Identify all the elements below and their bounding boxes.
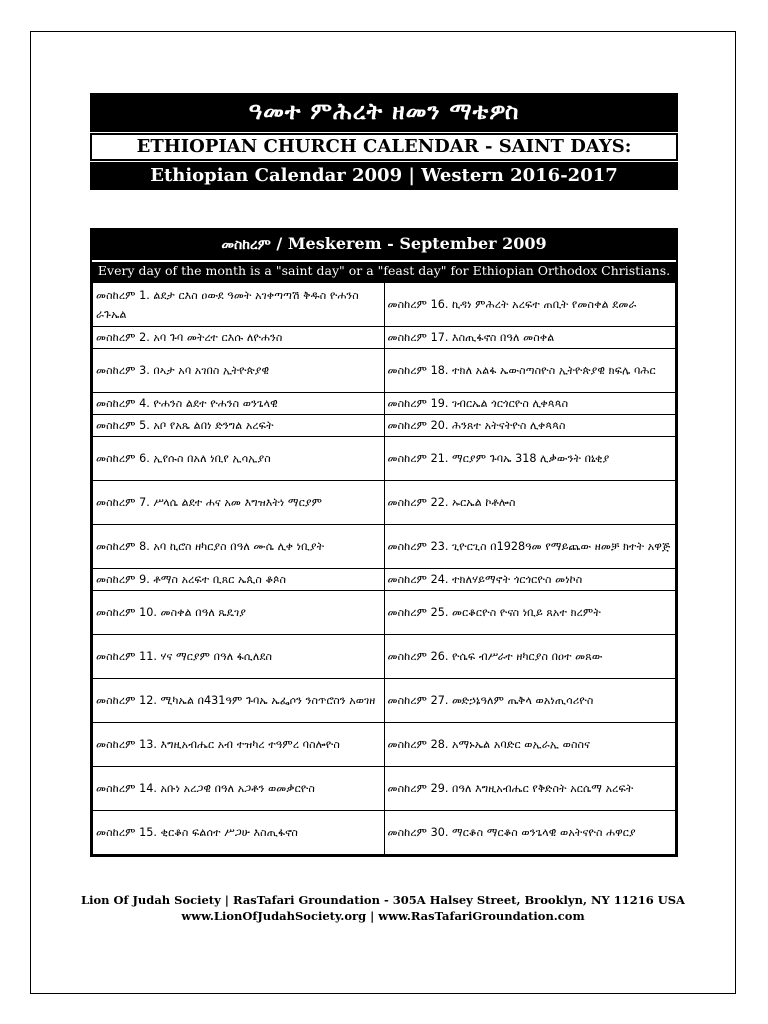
footer-websites: www.LionOfJudahSociety.org | www.RasTafariGroundation.com bbox=[181, 909, 585, 923]
month-title-amharic: መስከረም bbox=[221, 237, 271, 253]
day-cell: መስከረም 6. ኢየሱስ በአለ ነቢየ ኢሳኢያስ bbox=[93, 437, 385, 481]
table-row bbox=[93, 679, 676, 723]
day-cell: መስከረም 25. መርቆርዮስ ዮናስ ነቢይ ጸአተ ክረምት bbox=[384, 591, 676, 635]
day-cell: መስከረም 10. መስቀል በዓለ ጼዴገያ bbox=[93, 591, 385, 635]
days-table bbox=[92, 282, 676, 855]
day-cell: መስከረም 13. እግዚአብሔር አብ ተዝካረ ተዓምረ ባስሎዮስ bbox=[93, 723, 385, 767]
table-row bbox=[93, 525, 676, 569]
day-cell: መስከረም 24. ተክለሃይማኖት ጎርጎርዮስ መነኮስ bbox=[384, 569, 676, 591]
table-row bbox=[93, 811, 676, 855]
day-cell: መስከረም 1. ልደታ ርእስ ዐውደ ዓመት አገቀጣጣሽ ቅዱስ ዮሐንስ ራጉኤል bbox=[93, 283, 385, 327]
day-cell: መስከረም 29. በዓለ እግዚአብሔር የቅድስት አርሴማ አረፍት bbox=[384, 767, 676, 811]
day-cell: መስከረም 5. አቦ የአጼ ልበነ ድንግል አረፍት bbox=[93, 415, 385, 437]
footer-address: Lion Of Judah Society | RasTafari Groundation - 305A Halsey Street, Brooklyn, NY 11216 USA bbox=[81, 893, 685, 907]
table-row bbox=[93, 635, 676, 679]
month-section bbox=[90, 228, 678, 857]
table-row bbox=[93, 349, 676, 393]
amharic-title: ዓመተ ምሕረት ዘመን ማቴዎስ bbox=[90, 93, 678, 132]
day-cell: መስከረም 23. ጊዮርጊስ በ1928ዓመ የማይጨው ዘመቻ ክተት አዋጅ bbox=[384, 525, 676, 569]
month-note: Every day of the month is a "saint day" or a "feast day" for Ethiopian Orthodox Christians. bbox=[92, 262, 676, 282]
day-cell: መስከረም 27. መድኃኔዓለም ጤቅላ ወአነጢሳሪዮስ bbox=[384, 679, 676, 723]
english-title: ETHIOPIAN CHURCH CALENDAR - SAINT DAYS: bbox=[90, 133, 678, 161]
month-title-english: / Meskerem - September 2009 bbox=[270, 234, 547, 253]
table-row bbox=[93, 723, 676, 767]
calendar-years: Ethiopian Calendar 2009 | Western 2016-2017 bbox=[90, 162, 678, 190]
day-cell: መስከረም 12. ሚካኤል በ431ዓም ጉባኤ ኤፌሶን ንስጥሮስን አወገዘ bbox=[93, 679, 385, 723]
day-cell: መስከረም 17. እስጢፋኖስ በዓለ መስቀል bbox=[384, 327, 676, 349]
day-cell: መስከረም 14. አቡነ አረጋዊ በዓለ አጋቶን ወመቃርዮስ bbox=[93, 767, 385, 811]
day-cell: መስከረም 4. ዮሐንስ ልደተ ዮሐንስ ወንጌላዊ bbox=[93, 393, 385, 415]
table-row bbox=[93, 591, 676, 635]
day-cell: መስከረም 9. ቶማስ አረፍተ ቢጸር ኤጲስ ቆጶስ bbox=[93, 569, 385, 591]
day-cell: መስከረም 2. አባ ጉባ መትረተ ርእሱ ለዮሐንስ bbox=[93, 327, 385, 349]
day-cell: መስከረም 20. ሕንጸተ አትናትዮስ ሊቀጳጳስ bbox=[384, 415, 676, 437]
day-cell: መስከረም 19. ገብርኤል ጎርጎርዮስ ሊቀጳጳስ bbox=[384, 393, 676, 415]
table-row bbox=[93, 569, 676, 591]
day-cell: መስከረም 7. ሥላሴ ልደተ ሐና አመ እግዝእትነ ማርያም bbox=[93, 481, 385, 525]
day-cell: መስከረም 8. አባ ኪሮስ ዘካርያስ በዓለ ሙሴ ሊቀ ነቢያት bbox=[93, 525, 385, 569]
day-cell: መስከረም 30. ማርቆስ ማርቆስ ወንጌላዊ ወአትናዮስ ሐዋርያ bbox=[384, 811, 676, 855]
table-row bbox=[93, 767, 676, 811]
day-cell: መስከረም 22. ኡርኤል ኮቶሎስ bbox=[384, 481, 676, 525]
table-row bbox=[93, 327, 676, 349]
day-cell: መስከረም 26. ዮሴፍ ብሥራተ ዘካርያስ በዐተ መጸው bbox=[384, 635, 676, 679]
table-row bbox=[93, 437, 676, 481]
day-cell: መስከረም 21. ማርያም ጉባኤ 318 ሊቃውንት በኒቂያ bbox=[384, 437, 676, 481]
table-row bbox=[93, 481, 676, 525]
day-cell: መስከረም 28. አማኑኤል አባድር ወኢራኢ ወስስና bbox=[384, 723, 676, 767]
day-cell: መስከረም 15. ቂርቆስ ፍልሰተ ሥጋሁ እስጢፋኖስ bbox=[93, 811, 385, 855]
table-row bbox=[93, 415, 676, 437]
table-row bbox=[93, 393, 676, 415]
table-row bbox=[93, 283, 676, 327]
day-cell: መስከረም 3. በኣታ አባ አገበስ ኢትዮጵያዊ bbox=[93, 349, 385, 393]
day-cell: መስከረም 16. ኪዳነ ምሕረት አረፍተ ጠቢት የመስቀል ደመራ bbox=[384, 283, 676, 327]
day-cell: መስከረም 18. ተክለ አልፋ ኤውስጣስዮስ ኢትዮጵያዊ ክፍሌ ባሕር bbox=[384, 349, 676, 393]
day-cell: መስከረም 11. ሃና ማርያም በዓለ ፋሲለደስ bbox=[93, 635, 385, 679]
month-title bbox=[92, 230, 676, 262]
